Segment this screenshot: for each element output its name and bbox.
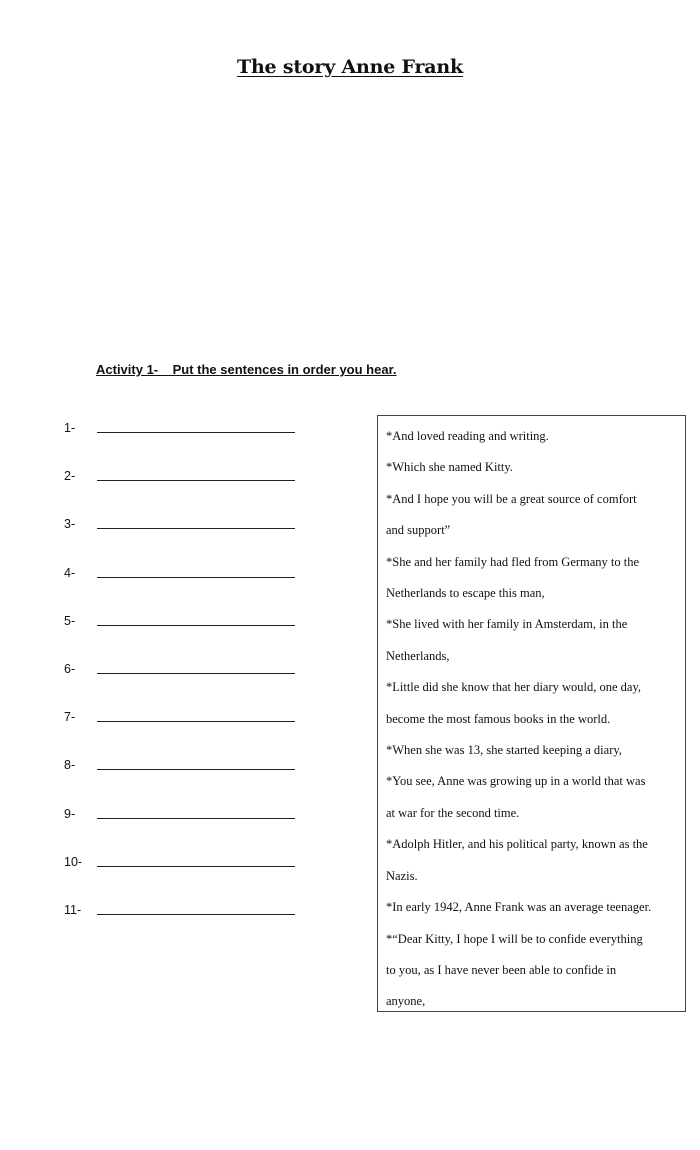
sentence-line: *And loved reading and writing. xyxy=(386,429,549,443)
sentence-line: *In early 1942, Anne Frank was an average teenager. xyxy=(386,900,652,915)
answer-blank-line[interactable] xyxy=(97,528,295,529)
sentence-line: *When she was 13, she started keeping a diary, xyxy=(386,743,622,758)
answer-number: 11- xyxy=(64,902,82,917)
sentence-line: become the most famous books in the world. xyxy=(386,711,611,726)
answer-number: 3- xyxy=(64,517,76,532)
answer-blank-line[interactable] xyxy=(97,577,295,578)
sentence-line: anyone, xyxy=(386,994,426,1009)
sentence-line: Netherlands, xyxy=(386,648,450,663)
answer-blank-line[interactable] xyxy=(97,866,295,867)
answer-number: 9- xyxy=(64,806,76,821)
answer-list xyxy=(64,420,304,950)
answer-row xyxy=(64,854,304,902)
answer-row xyxy=(64,468,304,516)
answer-blank-line[interactable] xyxy=(97,721,295,722)
answer-number: 2- xyxy=(64,469,76,484)
sentence-line: *She lived with her family in Amsterdam, in the xyxy=(386,617,628,632)
answer-blank-line[interactable] xyxy=(97,818,295,819)
sentence-line: and support” xyxy=(386,523,451,538)
sentence-line: at war for the second time. xyxy=(386,805,520,820)
answer-number: 8- xyxy=(64,758,76,773)
answer-blank-line[interactable] xyxy=(97,625,295,626)
answer-row xyxy=(64,806,304,854)
answer-row xyxy=(64,757,304,805)
answer-row xyxy=(64,565,304,613)
answer-row xyxy=(64,613,304,661)
sentence-line: *Little did she know that her diary would, one day, xyxy=(386,680,642,695)
sentence-line: *You see, Anne was growing up in a world that was xyxy=(386,774,646,789)
sentence-line: Netherlands to escape this man, xyxy=(386,586,545,601)
answer-row xyxy=(64,661,304,709)
sentence-line: Nazis. xyxy=(386,868,418,883)
page-title: The story Anne Frank xyxy=(237,56,463,78)
answer-blank-line[interactable] xyxy=(97,673,295,674)
activity-heading: Activity 1- Put the sentences in order you hear. xyxy=(96,362,397,377)
answer-row xyxy=(64,709,304,757)
answer-number: 7- xyxy=(64,710,76,725)
answer-number: 1- xyxy=(64,421,76,435)
answer-row xyxy=(64,516,304,564)
sentence-line: *She and her family had fled from Germany to the xyxy=(386,554,640,569)
sentence-line: *And I hope you will be a great source of comfort xyxy=(386,491,637,506)
answer-number: 4- xyxy=(64,565,76,580)
answer-blank-line[interactable] xyxy=(97,769,295,770)
sentence-box xyxy=(377,415,686,1012)
answer-row xyxy=(64,420,304,468)
answer-number: 6- xyxy=(64,661,76,676)
sentence-line: *Adolph Hitler, and his political party, known as the xyxy=(386,837,648,852)
answer-blank-line[interactable] xyxy=(97,914,295,915)
sentence-line: *“Dear Kitty, I hope I will be to confide everything xyxy=(386,931,643,946)
sentence-line: *Which she named Kitty. xyxy=(386,460,513,475)
answer-number: 10- xyxy=(64,854,83,869)
sentence-line: to you, as I have never been able to confide in xyxy=(386,962,617,977)
answer-row xyxy=(64,902,304,950)
answer-blank-line[interactable] xyxy=(97,480,295,481)
answer-number: 5- xyxy=(64,613,76,628)
answer-blank-line[interactable] xyxy=(97,432,295,433)
